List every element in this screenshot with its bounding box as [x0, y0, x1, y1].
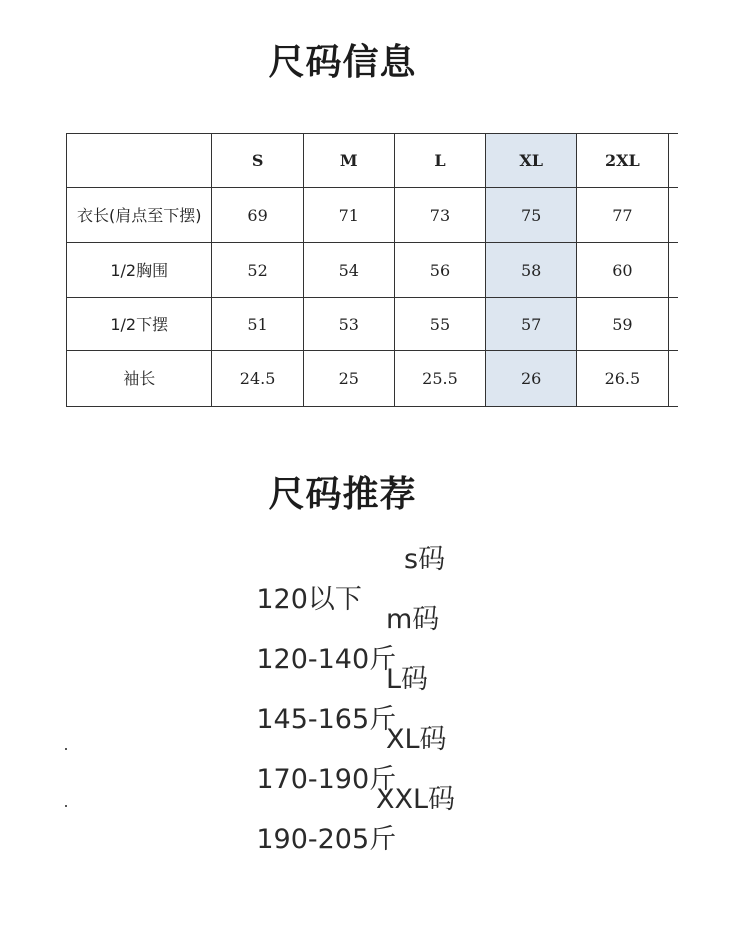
table-cell: 56 [394, 243, 485, 298]
recommendation-size: XXL码 [376, 784, 456, 815]
size-info-title: 尺码信息 [268, 42, 417, 83]
header-cell-s: S [212, 134, 303, 188]
table-cell-cut-off [668, 298, 678, 351]
row-label-sleeve: 袖长 [67, 351, 212, 407]
table-cell: 52 [212, 243, 303, 298]
header-cell-l: L [394, 134, 485, 188]
table-cell-cut-off [668, 188, 678, 243]
table-cell: 51 [212, 298, 303, 351]
table-row [67, 298, 679, 351]
speck-mark [65, 805, 67, 807]
recommendation-size: XL码 [386, 724, 447, 755]
table-header-row [67, 134, 679, 188]
table-cell: 53 [303, 298, 394, 351]
header-cell-empty [67, 134, 212, 188]
table-cell: 26.5 [577, 351, 668, 407]
table-row [67, 243, 679, 298]
table-cell: 55 [394, 298, 485, 351]
table-cell: 57 [486, 298, 577, 351]
recommendation-weight: 120以下 [256, 584, 362, 615]
speck-mark [65, 748, 67, 750]
table-cell: 59 [577, 298, 668, 351]
recommendation-item [222, 540, 446, 615]
recommendation-weight: 170-190斤 [256, 764, 397, 795]
recommendation-item [222, 720, 447, 795]
table-cell: 60 [577, 243, 668, 298]
recommendation-weight: 145-165斤 [256, 704, 397, 735]
table-cell: 54 [303, 243, 394, 298]
table-cell: 26 [486, 351, 577, 407]
size-table-container [66, 133, 678, 412]
table-cell: 24.5 [212, 351, 303, 407]
table-cell: 25.5 [394, 351, 485, 407]
table-cell: 69 [212, 188, 303, 243]
table-cell: 77 [577, 188, 668, 243]
row-label-hem: 1/2下摆 [67, 298, 212, 351]
row-label-length: 衣长(肩点至下摆) [67, 188, 212, 243]
table-cell-cut-off [668, 351, 678, 407]
recommendation-size: m码 [386, 604, 440, 635]
table-row [67, 351, 679, 407]
size-recommendation-title: 尺码推荐 [268, 474, 417, 515]
table-cell: 75 [486, 188, 577, 243]
recommendation-size: s码 [404, 544, 446, 575]
header-cell-cut-off [668, 134, 678, 188]
recommendation-item [222, 780, 456, 855]
table-cell: 58 [486, 243, 577, 298]
header-cell-m: M [303, 134, 394, 188]
row-label-chest: 1/2胸围 [67, 243, 212, 298]
table-cell-cut-off [668, 243, 678, 298]
recommendation-item [222, 600, 440, 675]
recommendation-weight: 120-140斤 [256, 644, 397, 675]
size-table [66, 133, 678, 407]
table-cell: 71 [303, 188, 394, 243]
table-cell: 73 [394, 188, 485, 243]
table-cell: 25 [303, 351, 394, 407]
header-cell-xl: XL [486, 134, 577, 188]
recommendation-item [222, 660, 429, 735]
recommendation-size: L码 [386, 664, 429, 695]
table-row [67, 188, 679, 243]
recommendation-weight: 190-205斤 [256, 824, 397, 855]
header-cell-2xl: 2XL [577, 134, 668, 188]
